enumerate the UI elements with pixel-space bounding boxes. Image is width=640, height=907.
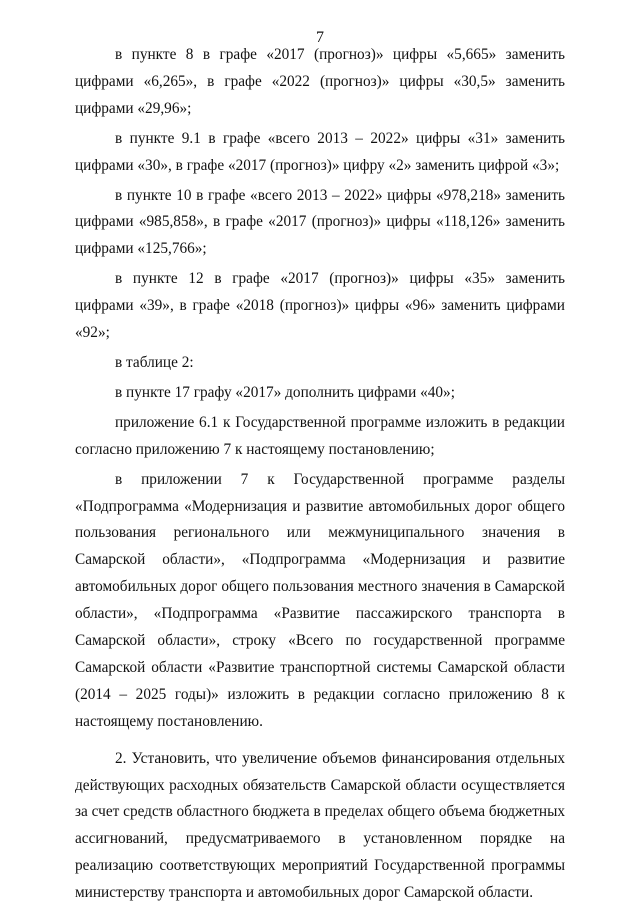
paragraph-item-17: в пункте 17 графу «2017» дополнить цифрами «40»; (115, 383, 455, 401)
paragraph-item-8: в пункте 8 в графе «2017 (прогноз)» цифры «5,665» заменить цифрами «6,265», в графе «2022 (прогноз)» цифры «30,5» заменить цифрами «29,96»; (75, 46, 565, 117)
paragraph-appendix-7: в приложении 7 к Государственной программе разделы «Подпрограмма «Модернизация и развитие автомобильных дорог общего пользования регионального или межмуниципального значения в Самарской области», «Подпрограмма «Модернизация и развитие автомобильных дорог общего пользования местного значения в Самарской области», «Подпрограмма «Развитие пассажирского транспорта в Самарской области», строку «Всего по государственной программе Самарской области «Развитие транспортной системы Самарской области (2014 – 2025 годы)» изложить в редакции согласно приложению 8 к настоящему постановлению. (75, 470, 565, 730)
paragraph-item-12: в пункте 12 в графе «2017 (прогноз)» цифры «35» заменить цифрами «39», в графе «2018 (прогноз)» цифры «96» заменить цифрами «92»; (75, 270, 565, 342)
paragraph-table-2: в таблице 2: (115, 353, 194, 371)
paragraph-item-9-1: в пункте 9.1 в графе «всего 2013 – 2022» цифры «31» заменить цифрами «30», в графе «2017 (прогноз)» цифру «2» заменить цифрой «3»; (75, 129, 565, 174)
page-number: 7 (316, 29, 324, 46)
paragraph-item-10: в пункте 10 в графе «всего 2013 – 2022» цифры «978,218» заменить цифрами «985,858», в графе «2017 (прогноз)» цифры «118,126» заменить цифрами «125,766»; (75, 186, 565, 258)
paragraph-section-2: 2. Установить, что увеличение объемов финансирования отдельных действующих расходных обязательств Самарской области осуществляется за счет средств областного бюджета в пределах общего объема бюджетных ассигнований, предусматриваемого в установленном порядке на реализацию соответствующих мероприятий Государственной программы министерству транспорта и автомобильных дорог Самарской области. (75, 749, 565, 902)
document-body (75, 42, 565, 907)
paragraph-appendix-6-1: приложение 6.1 к Государственной программе изложить в редакции согласно приложению 7 к настоящему постановлению; (75, 413, 565, 458)
